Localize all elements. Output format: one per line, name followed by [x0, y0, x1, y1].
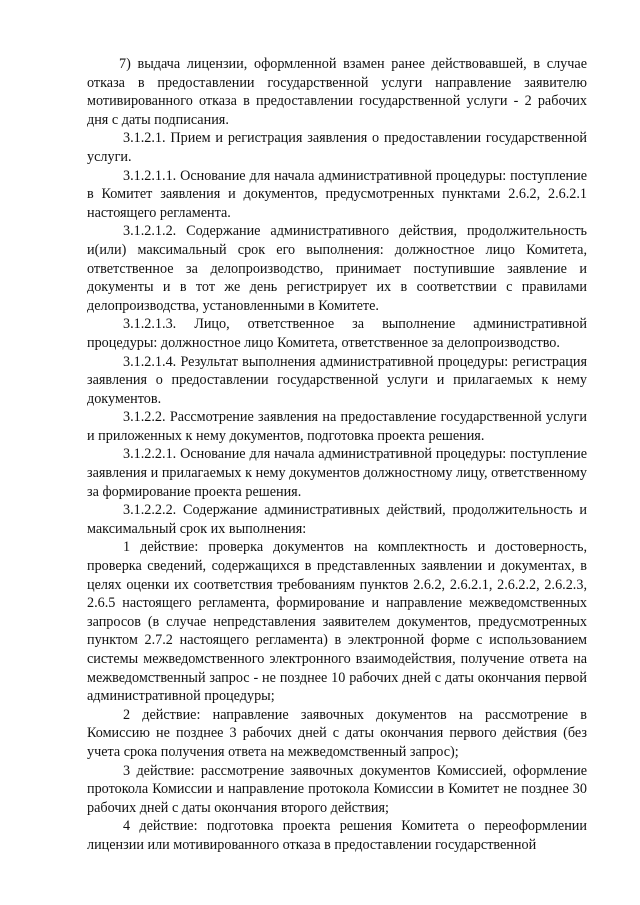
- paragraph-3-1-2-1-1: 3.1.2.1.1. Основание для начала административной процедуры: поступление в Комитет заявления и документов, предусмотренных пунктами 2.6.2, 2.6.2.1 настоящего регламента.: [87, 167, 587, 221]
- paragraph-3-1-2-2: 3.1.2.2. Рассмотрение заявления на предоставление государственной услуги и приложенных к нему документов, подготовка проекта решения.: [87, 409, 587, 444]
- paragraph-action-3: 3 действие: рассмотрение заявочных документов Комиссией, оформление протокола Комиссии и направление протокола Комиссии в Комитет не позднее 30 рабочих дней с даты окончания второго действия;: [87, 762, 587, 816]
- paragraph-action-4: 4 действие: подготовка проекта решения Комитета о переоформлении лицензии или мотивированного отказа в предоставлении государственной: [87, 818, 587, 853]
- paragraph-3-1-2-1-2: 3.1.2.1.2. Содержание административного действия, продолжительность и(или) максимальный срок его выполнения: должностное лицо Комитета, ответственное за делопроизводство, принимает поступившие заявление и документы и в тот же день регистрирует их в соответствии с правилами делопроизводства, установленными в Комитете.: [87, 223, 587, 314]
- paragraph-3-1-2-1-4: 3.1.2.1.4. Результат выполнения административной процедуры: регистрация заявления о предоставлении государственной услуги и прилагаемых к нему документов.: [87, 353, 587, 407]
- paragraph-3-1-2-2-2: 3.1.2.2.2. Содержание административных действий, продолжительность и максимальный срок их выполнения:: [87, 502, 587, 537]
- paragraph-action-2: 2 действие: направление заявочных документов на рассмотрение в Комиссию не позднее 3 рабочих дней с даты окончания первого действия (без учета срока получения ответа на межведомственный запрос);: [87, 706, 587, 760]
- paragraph-3-1-2-2-1: 3.1.2.2.1. Основание для начала административной процедуры: поступление заявления и прилагаемых к нему документов должностному лицу, ответственному за формирование проекта решения.: [87, 446, 587, 500]
- paragraph-license-issuance: 7) выдача лицензии, оформленной взамен ранее действовавшей, в случае отказа в предоставлении государственной услуги направление заявителю мотивированного отказа в предоставлении государственной услуги - 2 рабочих дня с даты подписания.: [87, 56, 587, 128]
- paragraph-3-1-2-1: 3.1.2.1. Прием и регистрация заявления о предоставлении государственной услуги.: [87, 130, 587, 165]
- paragraph-action-1: 1 действие: проверка документов на комплектность и достоверность, проверка сведений, содержащихся в представленных заявлении и документах, в целях оценки их соответствия требованиям пунктов 2.6.2, 2.6.2.1, 2.6.2.2, 2.6.2.3, 2.6.5 настоящего регламента, формирование и направление межведомственных запросов (в случае непредставления заявителем документов, предусмотренных пунктом 2.7.2 настоящего регламента) в электронной форме с использованием системы межведомственного электронного взаимодействия, получение ответа на межведомственный запрос - не позднее 10 рабочих дней с даты окончания первой административной процедуры;: [87, 539, 587, 705]
- document-page: [87, 55, 587, 855]
- paragraph-3-1-2-1-3: 3.1.2.1.3. Лицо, ответственное за выполнение административной процедуры: должностное лицо Комитета, ответственное за делопроизводство.: [87, 316, 587, 351]
